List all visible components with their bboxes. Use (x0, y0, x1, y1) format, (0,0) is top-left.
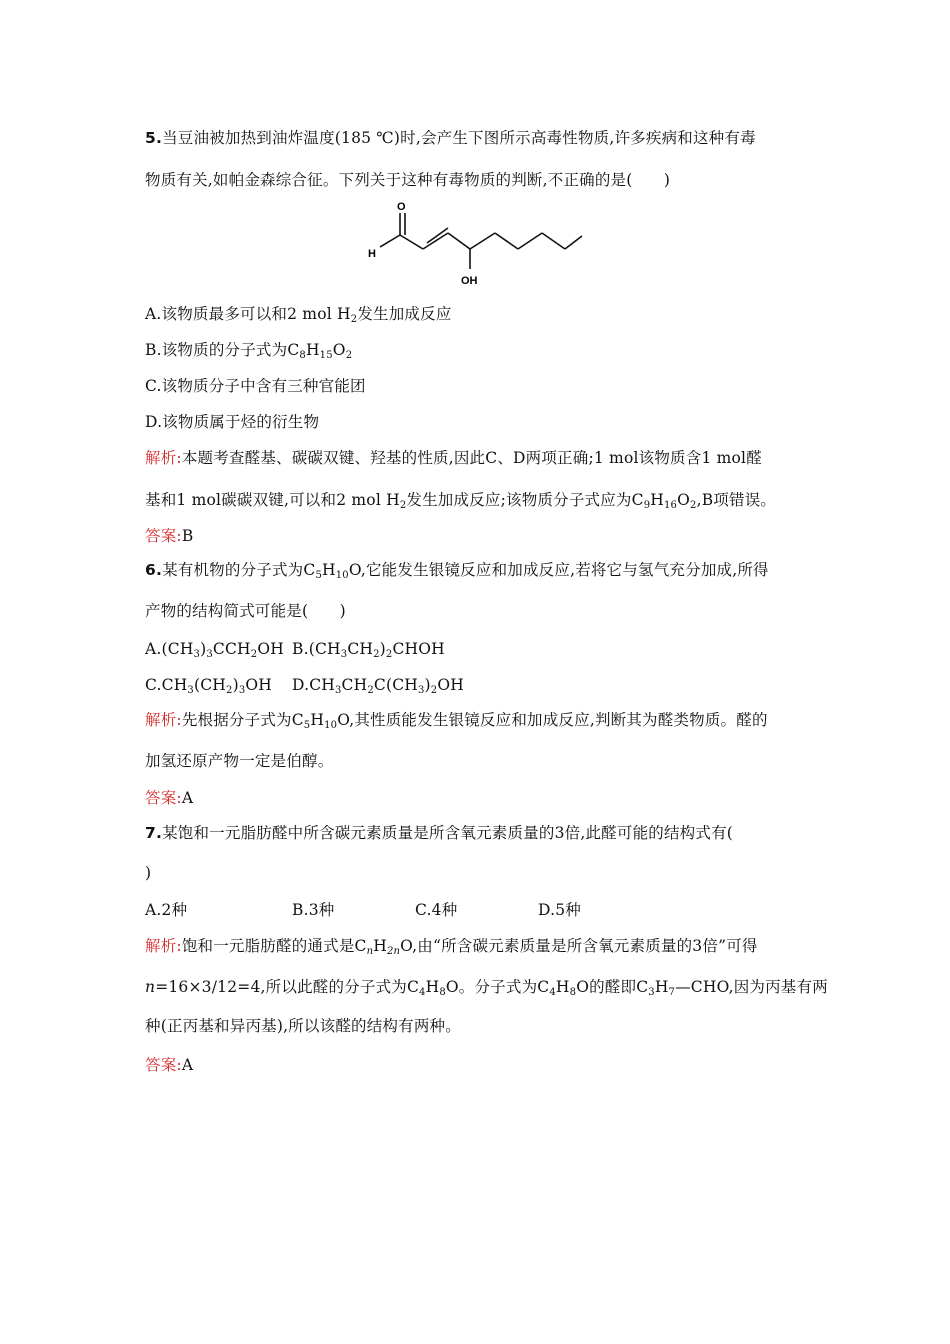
q7-stem-line2: ) (145, 864, 152, 882)
q7-stem-line1: 7.某饱和一元脂肪醛中所含碳元素质量是所含氧元素质量的3倍,此醛可能的结构式有( (145, 824, 734, 842)
q7-options (145, 900, 581, 920)
q7-option-d: D.5种 (538, 901, 581, 919)
q6-analysis-line2: 加氢还原产物一定是伯醇。 (145, 752, 334, 770)
q6-option-d: $D.CH_3CH_2C(CH_3)_2OH$ (292, 676, 464, 696)
q6-analysis-line1: 解析:先根据分子式为$C_5H_{10}O$,其性质能发生银镜反应和加成反应,判断其为醛类物质。醛的 (145, 711, 768, 731)
q5-answer: 答案:B (145, 527, 194, 545)
q5-number: 5. (145, 129, 163, 147)
q7-analysis-line3: 种(正丙基和异丙基),所以该醛的结构有两种。 (145, 1017, 461, 1035)
answer-label: 答案: (145, 789, 182, 807)
q5-option-d: D.该物质属于烃的衍生物 (145, 413, 320, 431)
analysis-label: 解析: (145, 711, 182, 729)
molecule-structure (360, 195, 620, 295)
q5-stem-line2: 物质有关,如帕金森综合征。下列关于这种有毒物质的判断,不正确的是( ) (145, 171, 671, 189)
q6-option-c: $C.CH_3(CH_2)_3OH$ (145, 676, 273, 696)
q7-option-a: A.2种 (145, 901, 188, 919)
q6-answer: 答案:A (145, 789, 194, 807)
q6-option-a: $A.(CH_3)_3CCH_2OH$ (145, 640, 284, 660)
q6-options-ab (145, 639, 445, 659)
hydroxyl-label: OH (461, 275, 478, 287)
analysis-label: 解析: (145, 449, 182, 467)
answer-label: 答案: (145, 527, 182, 545)
q5-option-c: C.该物质分子中含有三种官能团 (145, 377, 366, 395)
q6-stem-line1: 6.某有机物的分子式为$C_5H_{10}O$,它能发生银镜反应和加成反应,若将它与氢气充分加成,所得 (145, 561, 769, 581)
q5-option-a: A.该物质最多可以和2 mol $H_2$发生加成反应 (145, 305, 452, 325)
q6-option-b: $B.(CH_3CH_2)_2CHOH$ (292, 640, 445, 660)
q7-analysis-line1: 解析:饱和一元脂肪醛的通式是$C_nH_{2n}O$,由“所含碳元素质量是所含氧元素质量的3倍”可得 (145, 937, 758, 957)
q6-number: 6. (145, 561, 163, 579)
q7-answer: 答案:A (145, 1056, 194, 1074)
oxygen-label: O (397, 201, 406, 213)
q5-stem-line1: 5.当豆油被加热到油炸温度(185 ℃)时,会产生下图所示高毒性物质,许多疾病和这种有毒 (145, 129, 756, 147)
q7-analysis-line2: n=16×3/12=4,所以此醛的分子式为$C_4H_8O$。分子式为$C_4H_8O$的醛即$C_3H_7—CHO$,因为丙基有两 (145, 978, 828, 998)
hydrogen-label: H (368, 248, 376, 260)
q7-number: 7. (145, 824, 163, 842)
q5-analysis-line2: 基和1 mol碳碳双键,可以和2 mol $H_2$发生加成反应;该物质分子式应为$C_9H_{16}O_2,B$项错误。 (145, 491, 777, 511)
q6-options-cd (145, 675, 464, 695)
q5-analysis-line1: 解析:本题考查醛基、碳碳双键、羟基的性质,因此C、D两项正确;1 mol该物质含1 mol醛 (145, 449, 762, 467)
q7-option-c: C.4种 (415, 901, 458, 919)
analysis-label: 解析: (145, 937, 182, 955)
q7-option-b: B.3种 (292, 901, 335, 919)
answer-label: 答案: (145, 1056, 182, 1074)
q5-option-b: B.该物质的分子式为$C_8H_{15}O_2$ (145, 341, 353, 361)
q6-stem-line2: 产物的结构简式可能是( ) (145, 602, 346, 620)
